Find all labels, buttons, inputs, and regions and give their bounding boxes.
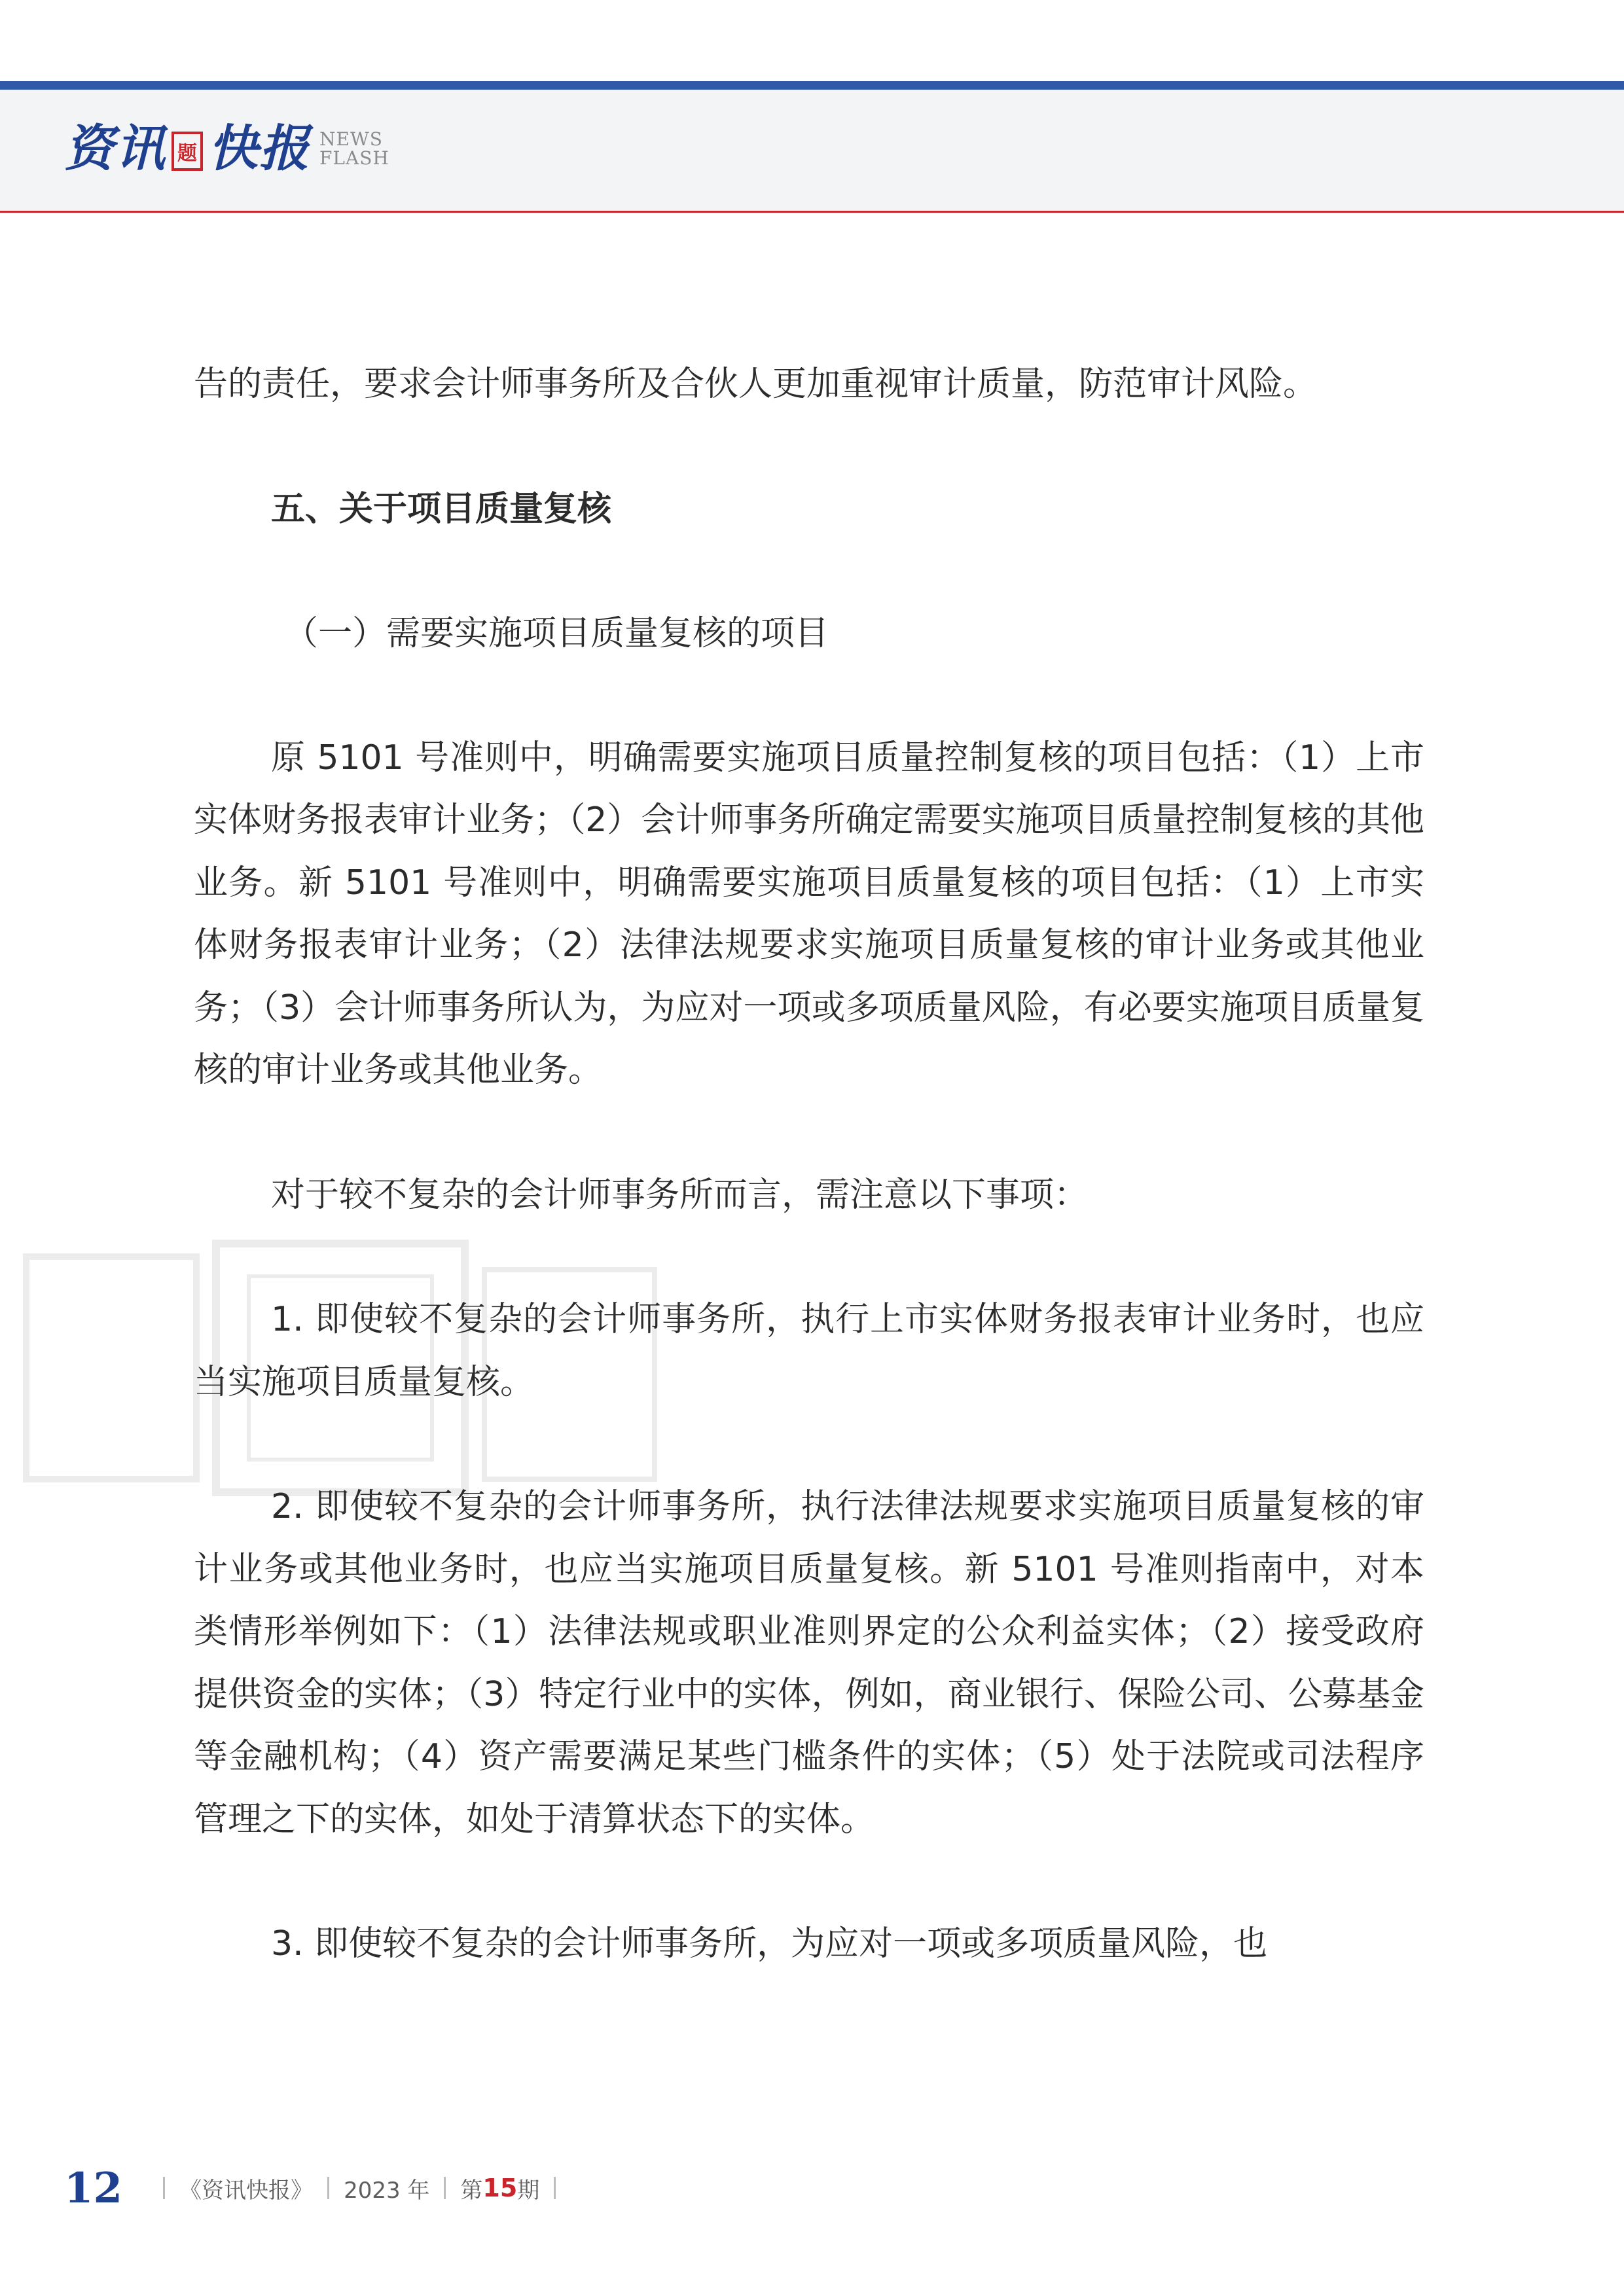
paragraph-note-2: 2. 即使较不复杂的会计师事务所，执行法律法规要求实施项目质量复核的审计业务或其他业务时，也应当实施项目质量复核。新 5101 号准则指南中，对本类情形举例如下：（1）法律法规或职业准则界定的公众利益实体；（2）接受政府提供资金的实体；（3）特定行业中的实体，例如，商业银行、保险公司、公募基金等金融机构；（4）资产需要满足某些门槛条件的实体；（5）处于法院或司法程序管理之下的实体，如处于清算状态下的实体。 [194, 1487, 1424, 1839]
footer-divider [554, 2177, 556, 2199]
paragraph-intro-notes: 对于较不复杂的会计师事务所而言，需注意以下事项： [271, 1175, 1089, 1215]
header-underline [0, 211, 1624, 213]
article-body [194, 353, 1424, 1976]
publication-name: 《资讯快报》 [179, 2177, 314, 2204]
logo-english-line1: NEWS [319, 128, 383, 150]
logo-english [319, 130, 389, 168]
paragraph-scope-comparison: 原 5101 号准则中，明确需要实施项目质量控制复核的项目包括：（1）上市实体财务报表审计业务；（2）会计师事务所确定需要实施项目质量控制复核的其他业务。新 5101 号准则中，明确需要实施项目质量复核的项目包括：（1）上市实体财务报表审计业务；（2）法律法规要求实施项目质量复核的审计业务或其他业务；（3）会计师事务所认为，为应对一项或多项质量风险，有必要实施项目质量复核的审计业务或其他业务。 [194, 738, 1424, 1090]
logo-english-line2: FLASH [319, 147, 389, 169]
logo-text-right: 快报 [208, 119, 310, 177]
page-footer [64, 2159, 570, 2217]
paragraph-note-1: 1. 即使较不复杂的会计师事务所，执行上市实体财务报表审计业务时，也应当实施项目质量复核。 [194, 1300, 1424, 1402]
issue-number: 15 [482, 2174, 518, 2202]
issue-prefix: 第 [460, 2177, 483, 2204]
logo-seal-icon: 题 [171, 132, 203, 171]
logo-text-left: 资讯 [64, 119, 166, 177]
page-number: 12 [64, 2163, 123, 2213]
paragraph-note-3: 3. 即使较不复杂的会计师事务所，为应对一项或多项质量风险，也 [271, 1924, 1268, 1964]
publication-year: 2023 年 [344, 2177, 430, 2204]
footer-divider [163, 2177, 165, 2199]
header-top-rule [0, 81, 1624, 90]
newsletter-logo [64, 113, 389, 185]
footer-divider [327, 2177, 329, 2199]
issue-suffix: 期 [517, 2177, 540, 2204]
section-heading: 五、关于项目质量复核 [271, 489, 612, 529]
footer-divider [444, 2177, 446, 2199]
subsection-heading: （一）需要实施项目质量复核的项目 [284, 613, 829, 653]
paragraph-continuation: 告的责任，要求会计师事务所及合伙人更加重视审计质量，防范审计风险。 [194, 365, 1318, 404]
